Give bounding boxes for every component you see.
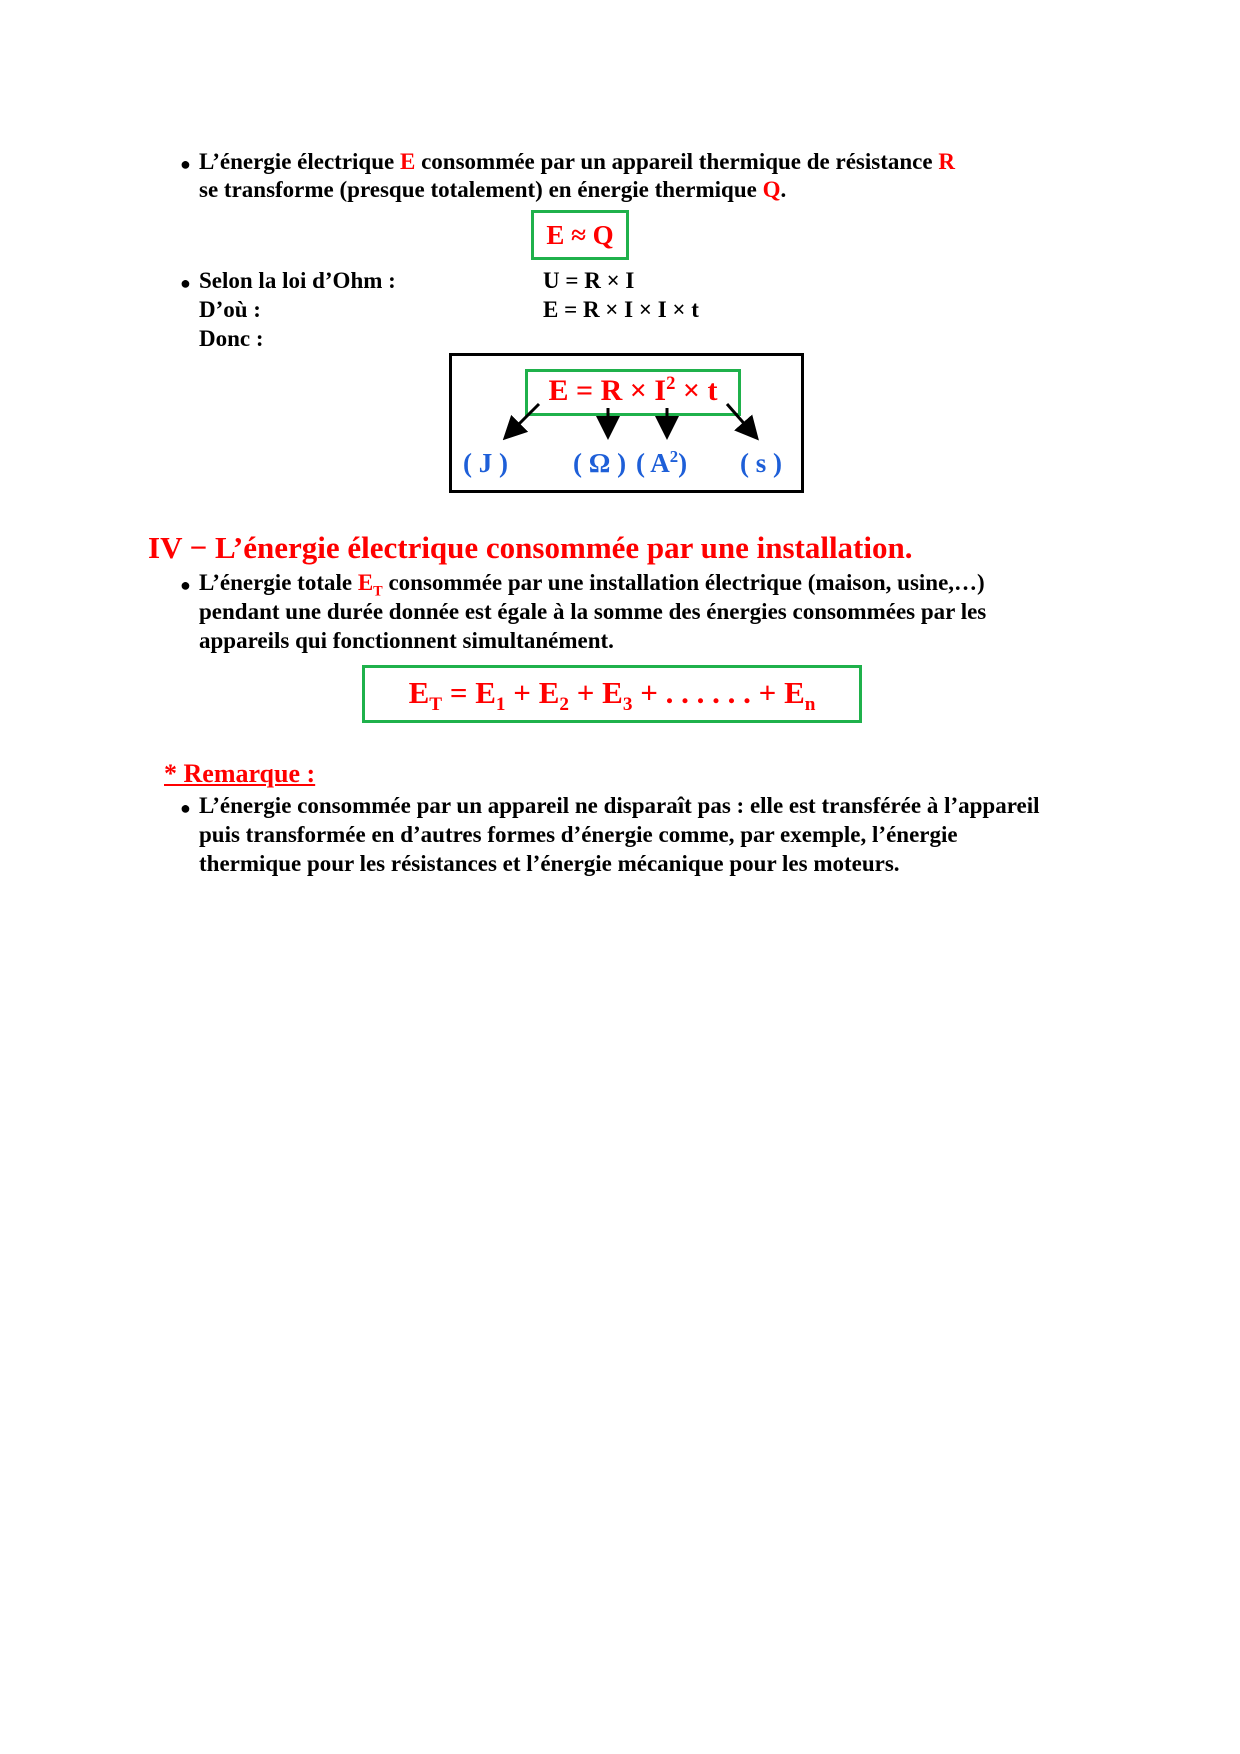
formula-box-e-approx-q	[531, 210, 629, 260]
symbol-E: E	[548, 374, 569, 407]
symbol-I: I	[654, 374, 667, 407]
text: ( A	[636, 448, 670, 478]
text: L’énergie électrique	[199, 149, 400, 174]
arrow-to-joule	[507, 404, 539, 436]
symbol-E: E	[538, 675, 560, 710]
unit-joule: ( J )	[463, 448, 508, 478]
main-formula-frame	[449, 353, 804, 493]
text: )	[678, 448, 688, 478]
subscript: 2	[559, 694, 569, 716]
symbol-E: E	[408, 675, 430, 710]
times: ×	[675, 374, 708, 407]
sum-formula-box	[362, 665, 862, 723]
symbol-R: R	[938, 149, 955, 174]
section4-line1	[199, 569, 985, 600]
remark-title: * Remarque :	[164, 759, 316, 788]
remark-line1: L’énergie consommée par un appareil ne disparaît pas : elle est transférée à l’appareil	[199, 793, 1040, 818]
remark-line2: puis transformée en d’autres formes d’énergie comme, par exemple, l’énergie	[199, 822, 958, 847]
plus: +	[569, 675, 603, 710]
plus: +	[505, 675, 539, 710]
unit-second: ( s )	[740, 448, 782, 478]
symbol-E: E	[399, 149, 416, 174]
text: se transforme (presque totalement) en énergie thermique	[199, 177, 763, 202]
bullet-icon: ●	[180, 154, 191, 174]
bullet-icon: ●	[180, 273, 191, 293]
text: consommée par un appareil thermique de résistance	[415, 149, 939, 174]
exponent: 2	[666, 373, 676, 394]
section4-heading: IV − L’énergie électrique consommée par une installation.	[148, 530, 913, 565]
text: .	[780, 177, 787, 202]
section4-line3: appareils qui fonctionnent simultanément.	[199, 628, 614, 653]
exponent: 2	[669, 447, 679, 466]
subscript: n	[804, 694, 816, 716]
symbol-t: t	[707, 374, 718, 407]
subscript: 3	[622, 694, 633, 716]
arrow-to-second	[727, 404, 755, 436]
section1-line1	[199, 148, 955, 176]
dou-label: D’où :	[199, 297, 261, 322]
sum-formula	[365, 675, 859, 716]
bullet-icon: ●	[180, 798, 191, 818]
symbol-E: E	[784, 675, 805, 710]
ohm-formula: U = R × I	[543, 268, 635, 293]
symbol-R: R	[600, 374, 623, 407]
times: ×	[622, 374, 655, 407]
symbol-E: E	[475, 675, 496, 710]
section4-line2: pendant une durée donnée est égale à la somme des énergies consommées par les	[199, 599, 987, 624]
subscript: 1	[495, 694, 506, 716]
subscript: T	[373, 583, 383, 600]
subscript: T	[429, 694, 443, 716]
equals: =	[442, 675, 476, 710]
symbol-ET	[357, 570, 383, 600]
formula-e-approx-q: E ≈ Q	[546, 220, 614, 250]
unit-ohm: ( Ω )	[573, 448, 627, 478]
symbol-E: E	[602, 675, 623, 710]
text: consommée par une installation électrique (maison, usine,…)	[382, 570, 985, 595]
symbol-Q: Q	[762, 177, 781, 202]
unit-ampere-squared	[636, 448, 687, 479]
donc-label: Donc :	[199, 326, 264, 351]
section1-line2	[199, 176, 786, 204]
bullet-icon: ●	[180, 575, 191, 595]
ellipsis: + . . . . . . +	[632, 675, 785, 710]
energy-formula-expanded: E = R × I × I × t	[543, 297, 699, 322]
equals: =	[568, 374, 601, 407]
text: L’énergie totale	[199, 570, 358, 595]
remark-line3: thermique pour les résistances et l’énergie mécanique pour les moteurs.	[199, 851, 900, 876]
ohm-label: Selon la loi d’Ohm :	[199, 268, 396, 293]
symbol-E: E	[357, 570, 374, 595]
